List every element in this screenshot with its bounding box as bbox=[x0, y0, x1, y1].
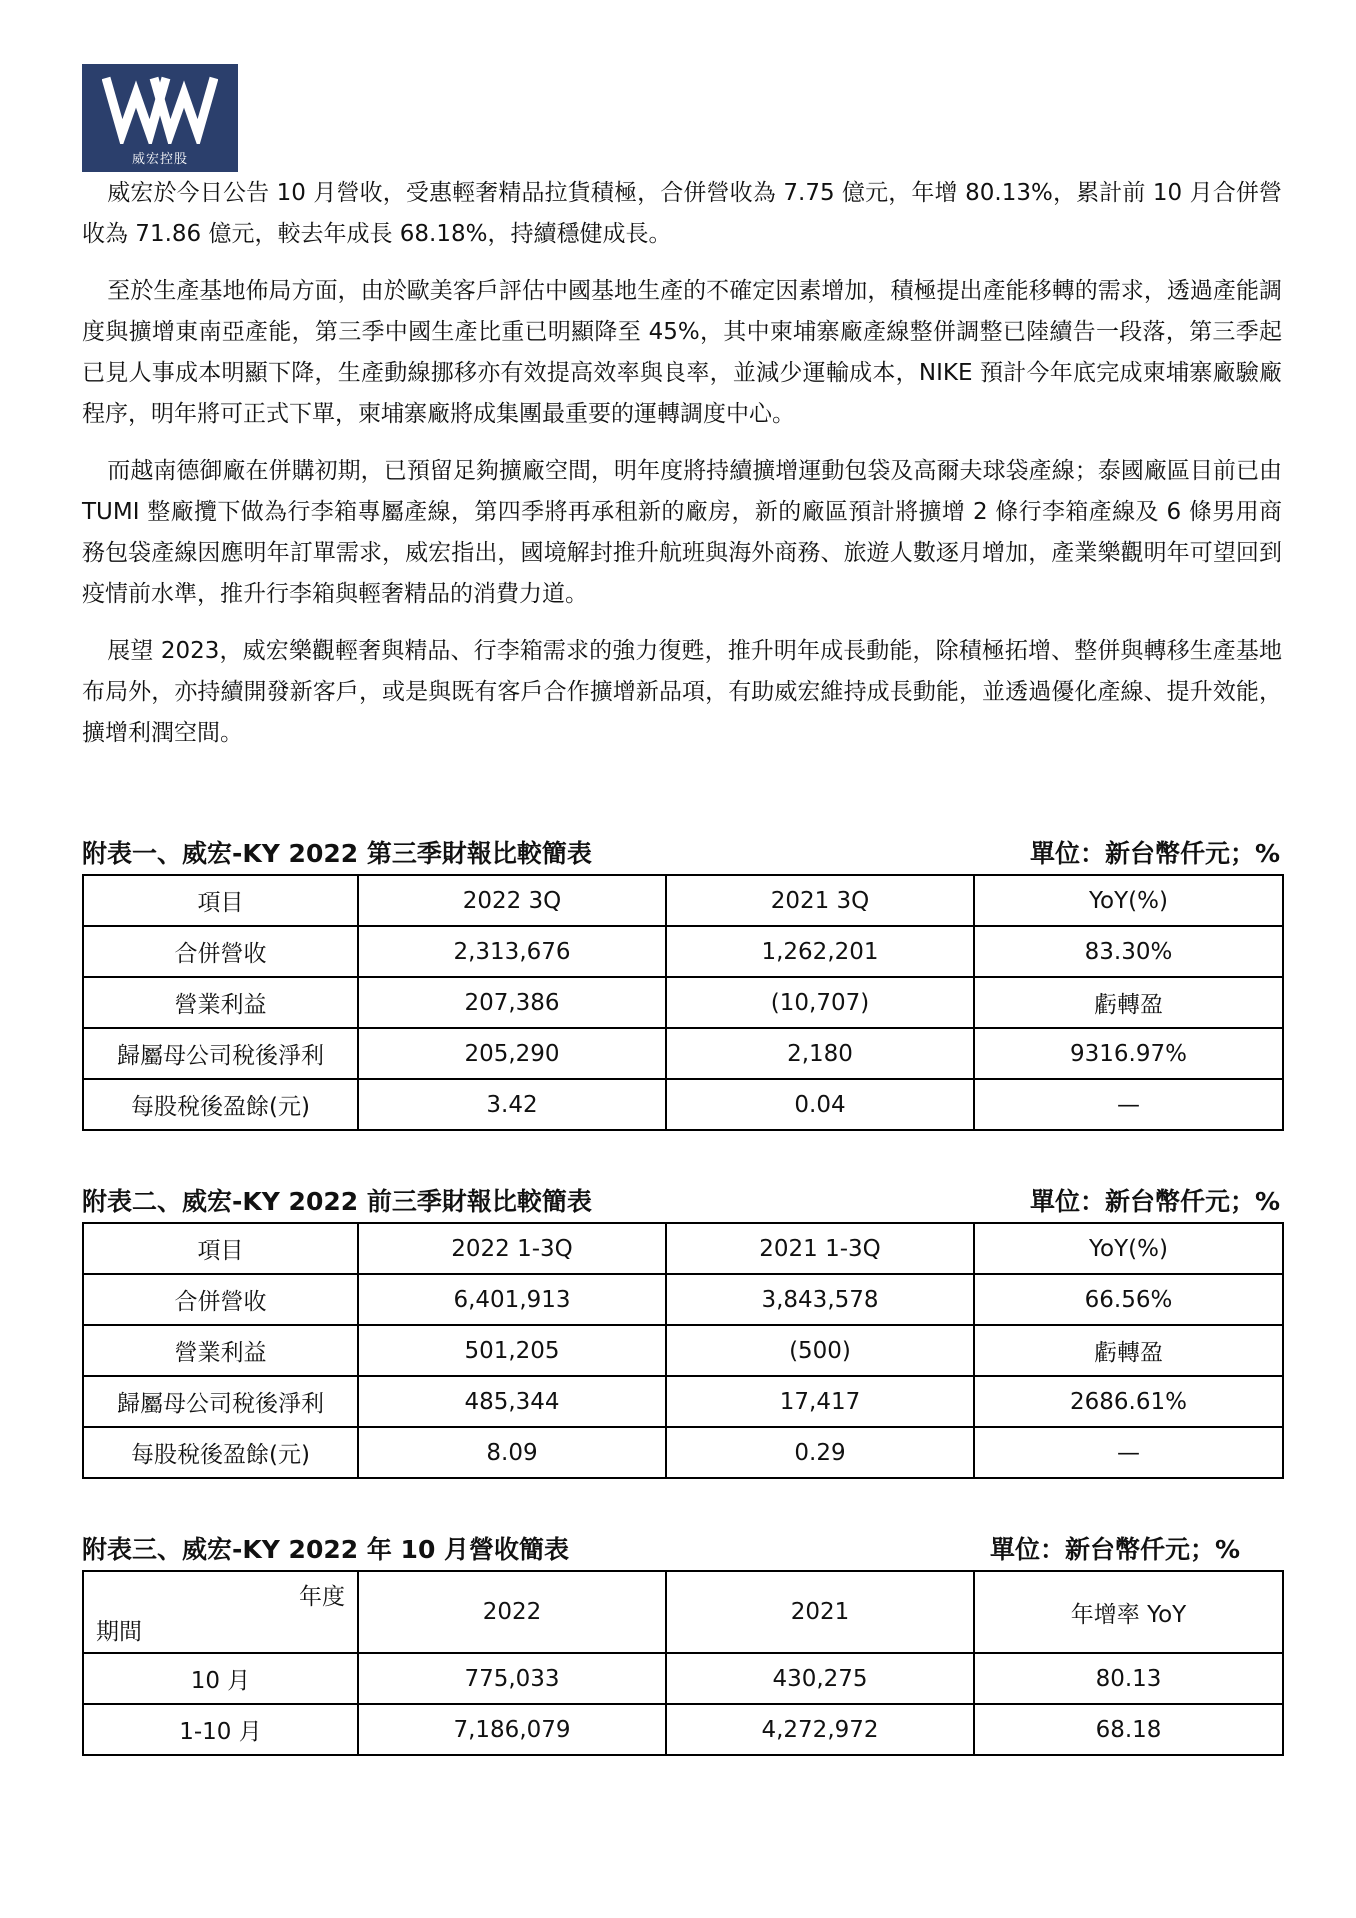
table-row bbox=[83, 1653, 1283, 1704]
header-cell: 2022 1-3Q bbox=[358, 1223, 666, 1274]
table-header-bar bbox=[82, 1184, 1282, 1218]
table-cell: 0.29 bbox=[666, 1427, 974, 1478]
table-cell: 虧轉盈 bbox=[974, 1325, 1283, 1376]
table-cell: 0.04 bbox=[666, 1079, 974, 1130]
financial-table bbox=[82, 1570, 1284, 1756]
table-cell: (10,707) bbox=[666, 977, 974, 1028]
row-label: 營業利益 bbox=[83, 977, 358, 1028]
table-cell: 3,843,578 bbox=[666, 1274, 974, 1325]
table-row bbox=[83, 926, 1283, 977]
table-cell: 7,186,079 bbox=[358, 1704, 666, 1755]
header-cell: 年增率 YoY bbox=[974, 1571, 1283, 1653]
row-label: 每股稅後盈餘(元) bbox=[83, 1079, 358, 1130]
table-row bbox=[83, 1028, 1283, 1079]
row-label: 10 月 bbox=[83, 1653, 358, 1704]
table-cell: 6,401,913 bbox=[358, 1274, 666, 1325]
table-title: 附表三、威宏-KY 2022 年 10 月營收簡表 bbox=[82, 1535, 570, 1564]
table-cell: 2,313,676 bbox=[358, 926, 666, 977]
logo-caption: 威宏控股 bbox=[131, 152, 188, 167]
table-unit: 單位：新台幣仟元；% bbox=[1029, 839, 1280, 868]
header-cell: 項目 bbox=[83, 1223, 358, 1274]
table-cell: 2,180 bbox=[666, 1028, 974, 1079]
table-october-revenue bbox=[82, 1532, 1282, 1756]
table-header-bar bbox=[82, 1532, 1242, 1566]
financial-table bbox=[82, 1222, 1284, 1479]
paragraph-4: 展望 2023，威宏樂觀輕奢與精品、行李箱需求的強力復甦，推升明年成長動能，除積極拓增、整併與轉移生產基地布局外，亦持續開發新客戶，或是與既有客戶合作擴增新品項，有助威宏維持成長動能，並透過優化產線、提升效能，擴增利潤空間。 bbox=[82, 638, 1282, 746]
row-label: 每股稅後盈餘(元) bbox=[83, 1427, 358, 1478]
table-row bbox=[83, 1376, 1283, 1427]
table-unit: 單位：新台幣仟元；% bbox=[989, 1535, 1240, 1564]
table-header-row bbox=[83, 1223, 1283, 1274]
corner-period-label: 期間 bbox=[96, 1619, 142, 1645]
header-cell: 2022 bbox=[358, 1571, 666, 1653]
table-cell: 80.13 bbox=[974, 1653, 1283, 1704]
table-row bbox=[83, 1274, 1283, 1325]
corner-year-label: 年度 bbox=[299, 1584, 345, 1610]
table-row bbox=[83, 1325, 1283, 1376]
table-row bbox=[83, 1704, 1283, 1755]
table-cell: 68.18 bbox=[974, 1704, 1283, 1755]
paragraph-3: 而越南德御廠在併購初期，已預留足夠擴廠空間，明年度將持續擴增運動包袋及高爾夫球袋產線；泰國廠區目前已由 TUMI 整廠攬下做為行李箱專屬產線，第四季將再承租新的廠房，新的廠區預計將擴增 2 條行李箱產線及 6 條男用商務包袋產線因應明年訂單需求，威宏指出，國境解封推升航班與海外商務、旅遊人數逐月增加，產業樂觀明年可望回到疫情前水準，推升行李箱與輕奢精品的消費力道。 bbox=[82, 458, 1282, 607]
header-cell: YoY(%) bbox=[974, 1223, 1283, 1274]
header-cell: 2021 1-3Q bbox=[666, 1223, 974, 1274]
ww-logo-mark bbox=[102, 72, 218, 144]
table-cell: 虧轉盈 bbox=[974, 977, 1283, 1028]
row-label: 合併營收 bbox=[83, 926, 358, 977]
financial-table bbox=[82, 874, 1284, 1131]
table-cell: 207,386 bbox=[358, 977, 666, 1028]
table-cell: 3.42 bbox=[358, 1079, 666, 1130]
table-header-row bbox=[83, 1571, 1283, 1653]
table-cell: 205,290 bbox=[358, 1028, 666, 1079]
table-ytd-comparison bbox=[82, 1184, 1282, 1479]
header-cell: 2021 bbox=[666, 1571, 974, 1653]
row-label: 歸屬母公司稅後淨利 bbox=[83, 1028, 358, 1079]
table-cell: 775,033 bbox=[358, 1653, 666, 1704]
table-cell: 17,417 bbox=[666, 1376, 974, 1427]
header-cell: 項目 bbox=[83, 875, 358, 926]
corner-header-cell bbox=[83, 1571, 358, 1653]
table-header-row bbox=[83, 875, 1283, 926]
company-logo bbox=[82, 64, 238, 172]
table-row bbox=[83, 1427, 1283, 1478]
table-cell: — bbox=[974, 1079, 1283, 1130]
table-header-bar bbox=[82, 836, 1282, 870]
paragraph-1: 威宏於今日公告 10 月營收，受惠輕奢精品拉貨積極，合併營收為 7.75 億元，年增 80.13%，累計前 10 月合併營收為 71.86 億元，較去年成長 68.18%，持續穩健成長。 bbox=[82, 180, 1282, 247]
table-cell: 430,275 bbox=[666, 1653, 974, 1704]
row-label: 營業利益 bbox=[83, 1325, 358, 1376]
row-label: 歸屬母公司稅後淨利 bbox=[83, 1376, 358, 1427]
table-cell: 4,272,972 bbox=[666, 1704, 974, 1755]
row-label: 1-10 月 bbox=[83, 1704, 358, 1755]
article-body bbox=[82, 173, 1282, 770]
header-cell: 2022 3Q bbox=[358, 875, 666, 926]
table-row bbox=[83, 977, 1283, 1028]
table-cell: 9316.97% bbox=[974, 1028, 1283, 1079]
table-cell: 485,344 bbox=[358, 1376, 666, 1427]
row-label: 合併營收 bbox=[83, 1274, 358, 1325]
table-cell: 501,205 bbox=[358, 1325, 666, 1376]
table-cell: 8.09 bbox=[358, 1427, 666, 1478]
table-cell: 2686.61% bbox=[974, 1376, 1283, 1427]
table-unit: 單位：新台幣仟元；% bbox=[1029, 1187, 1280, 1216]
table-cell: — bbox=[974, 1427, 1283, 1478]
table-cell: 83.30% bbox=[974, 926, 1283, 977]
paragraph-2: 至於生產基地佈局方面，由於歐美客戶評估中國基地生產的不確定因素增加，積極提出產能移轉的需求，透過產能調度與擴增東南亞產能，第三季中國生產比重已明顯降至 45%，其中柬埔寨廠產線整併調整已陸續告一段落，第三季起已見人事成本明顯下降，生產動線挪移亦有效提高效率與良率，並減少運輸成本，NIKE 預計今年底完成柬埔寨廠驗廠程序，明年將可正式下單，柬埔寨廠將成集團最重要的運轉調度中心。 bbox=[82, 278, 1282, 427]
table-title: 附表二、威宏-KY 2022 前三季財報比較簡表 bbox=[82, 1187, 592, 1216]
table-title: 附表一、威宏-KY 2022 第三季財報比較簡表 bbox=[82, 839, 592, 868]
table-q3-comparison bbox=[82, 836, 1282, 1131]
header-cell: YoY(%) bbox=[974, 875, 1283, 926]
table-cell: 1,262,201 bbox=[666, 926, 974, 977]
table-row bbox=[83, 1079, 1283, 1130]
table-cell: 66.56% bbox=[974, 1274, 1283, 1325]
header-cell: 2021 3Q bbox=[666, 875, 974, 926]
table-cell: (500) bbox=[666, 1325, 974, 1376]
